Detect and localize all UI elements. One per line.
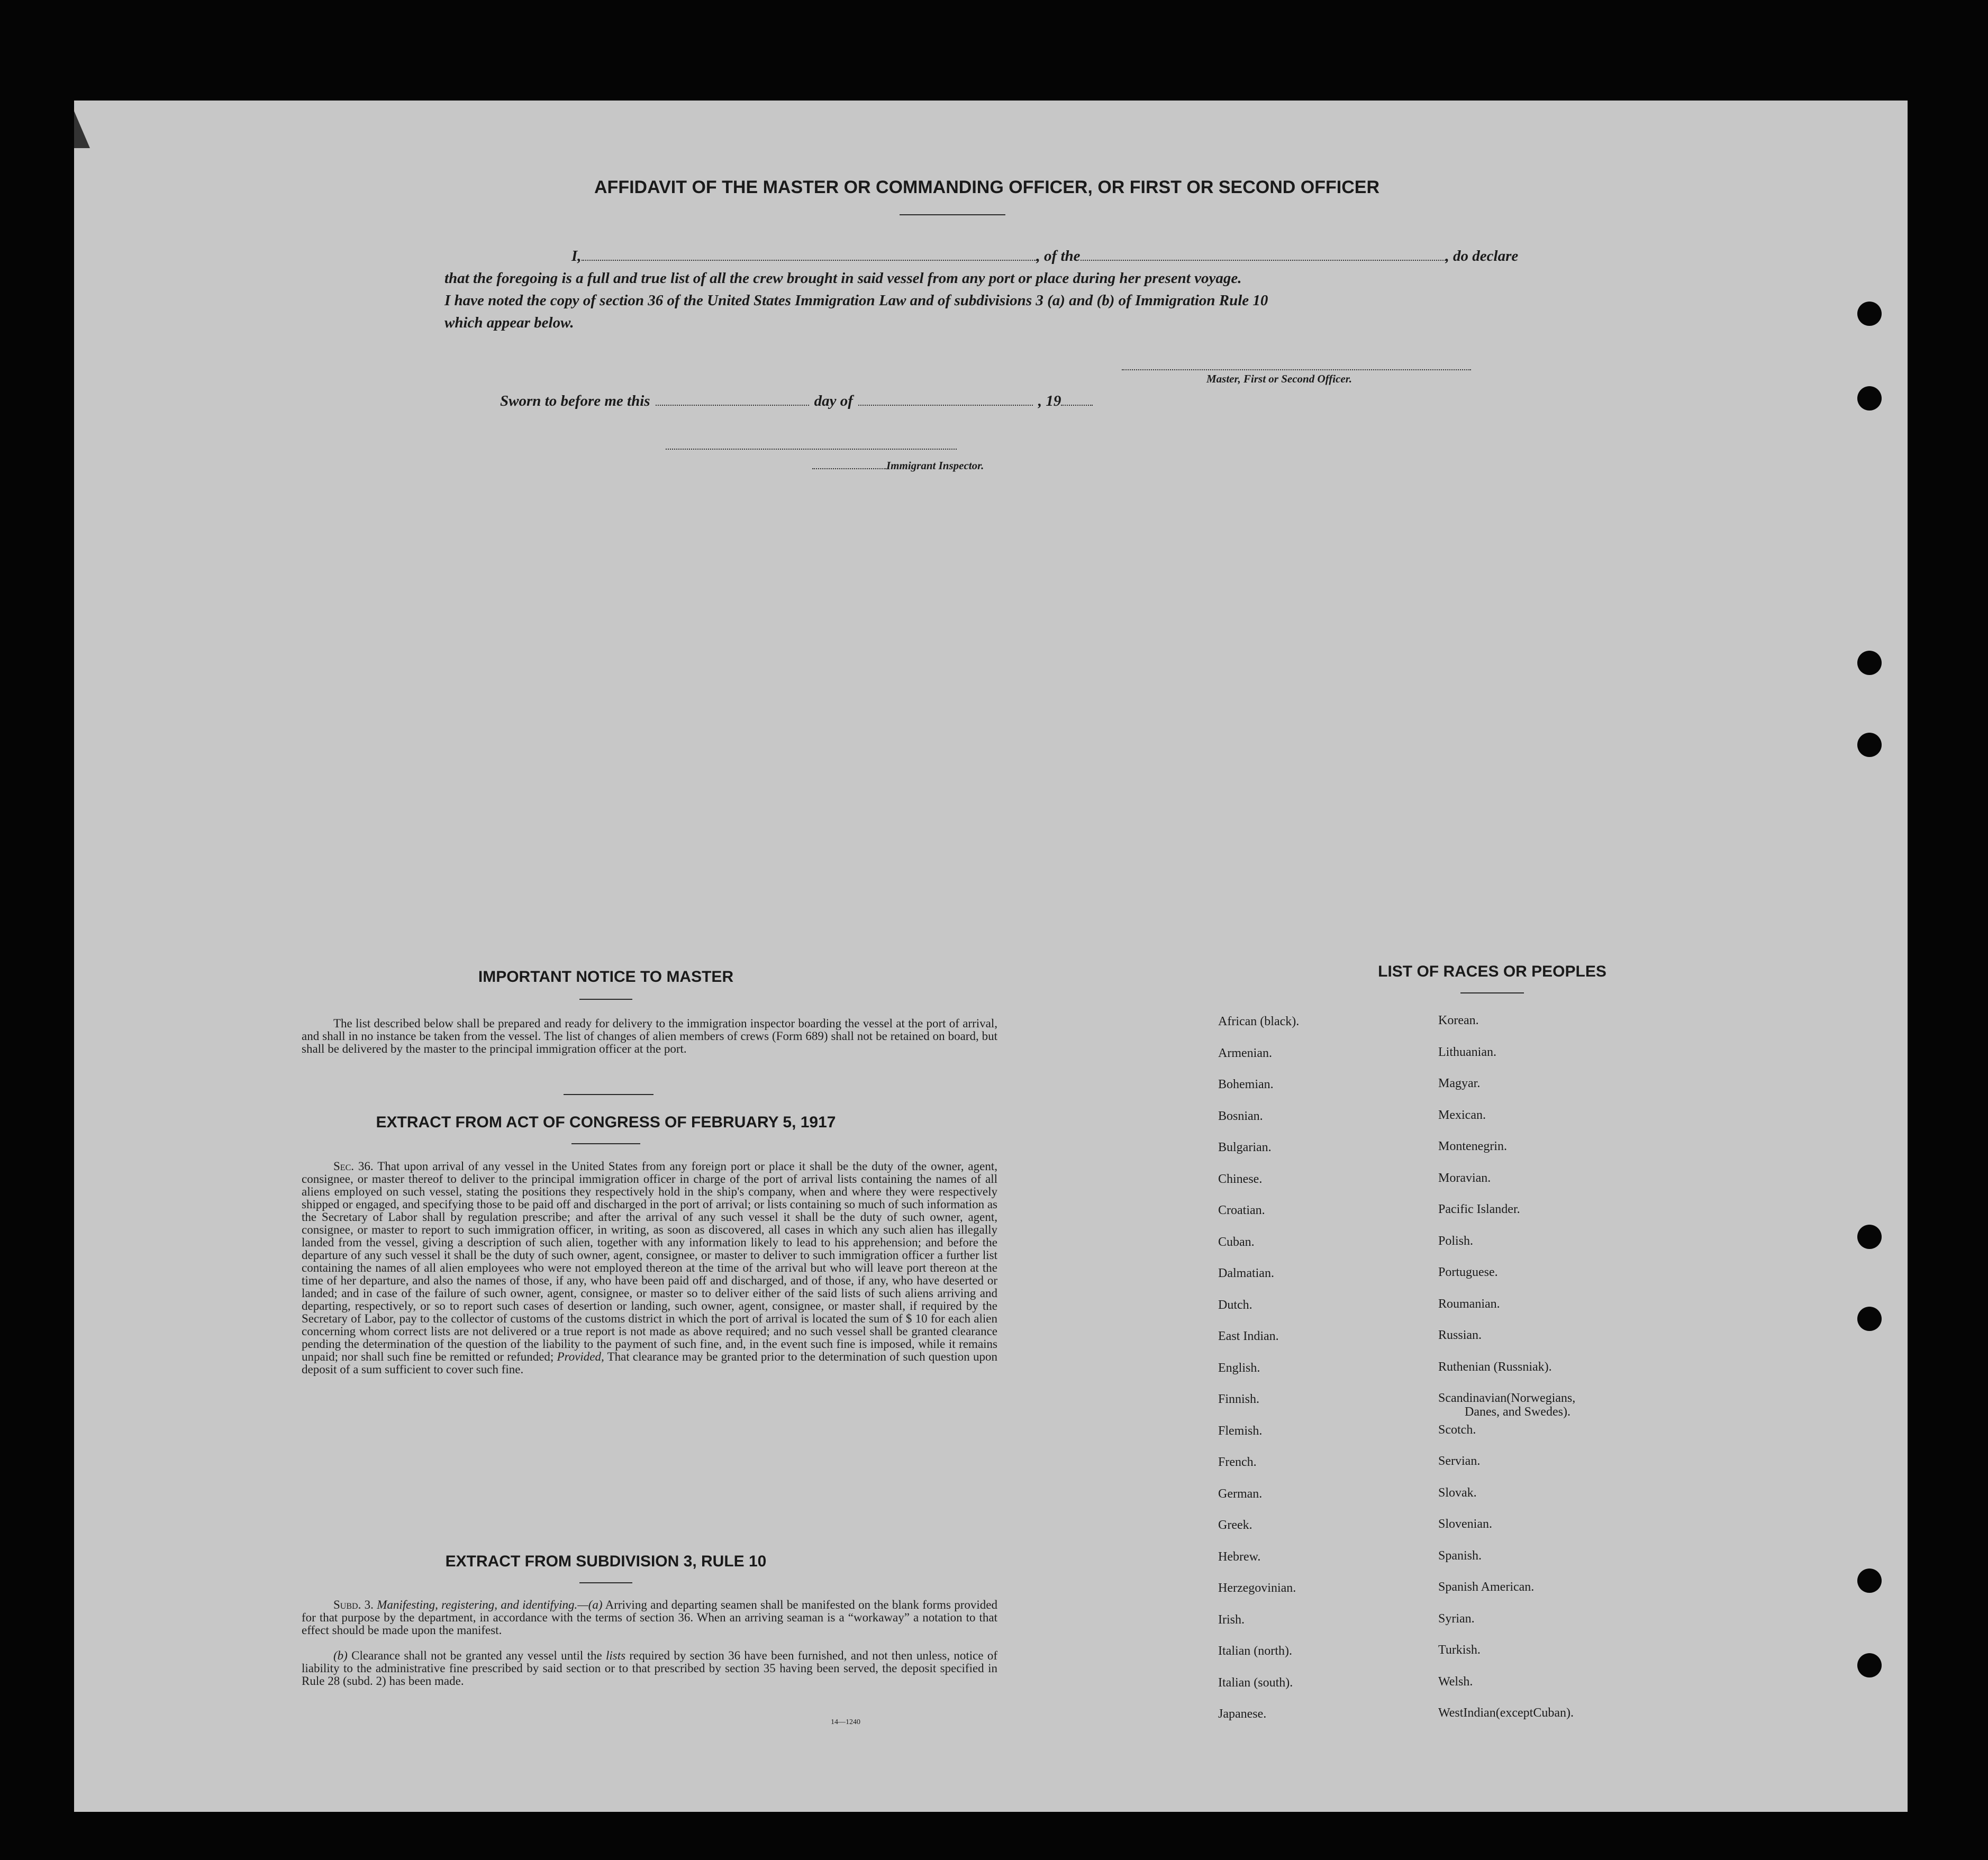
race-item bbox=[1438, 1391, 1575, 1423]
race-item: Roumanian. bbox=[1438, 1297, 1500, 1311]
rule-subd-label: Subd. 3. bbox=[333, 1598, 374, 1611]
rule-b-label: (b) bbox=[333, 1649, 348, 1662]
rule-title: EXTRACT FROM SUBDIVISION 3, RULE 10 bbox=[445, 1553, 767, 1570]
notice-text-body: The list described below shall be prepared and ready for delivery to the immigration inspector boarding the vessel at the port of arrival, and shall in no instance be taken from the vessel. The list of changes of alien members of crews (Form 689) shall not be retained on board, but shall be delivered by the master to the principal immigration officer at the port. bbox=[302, 1017, 997, 1055]
rule-para-b-text-2: required by section 36 have been furnished, and not then unless, notice of liability to the administrative fine prescribed by said section or to that prescribed by section 35 having been served, the deposit specified in Rule 28 (subd. 2) has been made. bbox=[302, 1649, 998, 1688]
sworn-month-blank[interactable] bbox=[858, 405, 1033, 406]
race-item: Turkish. bbox=[1438, 1643, 1481, 1657]
inspector-caption-row bbox=[812, 459, 984, 472]
document-page bbox=[74, 101, 1908, 1812]
races-right-column bbox=[1438, 1014, 1575, 1738]
race-item: Dalmatian. bbox=[1218, 1266, 1274, 1280]
affidavit-i: I, bbox=[571, 248, 582, 265]
sworn-day-blank[interactable] bbox=[656, 405, 809, 406]
race-item: Armenian. bbox=[1218, 1046, 1272, 1060]
punch-hole bbox=[1857, 1653, 1882, 1677]
races-title: LIST OF RACES OR PEOPLES bbox=[1378, 963, 1606, 980]
act-text bbox=[302, 1160, 997, 1376]
rule-title-rule bbox=[579, 1582, 632, 1583]
form-number: 14—1240 bbox=[831, 1718, 860, 1726]
race-item: African (black). bbox=[1218, 1015, 1300, 1028]
rule-para-b bbox=[302, 1649, 997, 1688]
notice-title-rule bbox=[579, 999, 632, 1000]
race-item: Welsh. bbox=[1438, 1674, 1473, 1689]
rule-para-a bbox=[302, 1599, 997, 1637]
punch-hole bbox=[1857, 733, 1882, 757]
rule-para-b-text-1: Clearance shall not be granted any vessel until the bbox=[351, 1649, 602, 1662]
act-section-label: Sec. 36. bbox=[333, 1160, 374, 1173]
race-item: East Indian. bbox=[1218, 1329, 1279, 1343]
race-item: Lithuanian. bbox=[1438, 1045, 1496, 1059]
punch-hole bbox=[1857, 1225, 1882, 1249]
affidavit-title-rule bbox=[900, 214, 1005, 215]
act-text-end: That clearance may be granted prior to the determination of such question upon deposit of a sum sufficient to cover such fine. bbox=[302, 1350, 997, 1376]
act-title-rule bbox=[571, 1143, 640, 1144]
sworn-year-blank[interactable] bbox=[1061, 405, 1093, 406]
race-item: Finnish. bbox=[1218, 1392, 1260, 1406]
master-caption: Master, First or Second Officer. bbox=[1206, 372, 1352, 385]
race-item: Slovak. bbox=[1438, 1485, 1477, 1500]
folded-corner bbox=[74, 111, 90, 148]
affidavit-line-1 bbox=[497, 248, 1518, 265]
race-item: Korean. bbox=[1438, 1014, 1479, 1027]
race-item: Pacific Islander. bbox=[1438, 1202, 1520, 1216]
race-item-line: Scandinavian(Norwegians, bbox=[1438, 1391, 1576, 1405]
inspector-dots bbox=[812, 468, 886, 469]
race-item: WestIndian(exceptCuban). bbox=[1438, 1706, 1574, 1720]
act-title: EXTRACT FROM ACT OF CONGRESS OF FEBRUARY 5, 1917 bbox=[376, 1114, 836, 1131]
rule-subd-heading: Manifesting, registering, and identifying.—(a) bbox=[377, 1598, 603, 1611]
punch-hole bbox=[1857, 1569, 1882, 1593]
race-item: Portuguese. bbox=[1438, 1265, 1498, 1279]
act-provided: Provided, bbox=[557, 1350, 604, 1363]
notice-title: IMPORTANT NOTICE TO MASTER bbox=[478, 968, 734, 986]
race-item: Servian. bbox=[1438, 1454, 1481, 1468]
affidavit-line-2: that the foregoing is a full and true list of all the crew brought in said vessel from any port or place during her present voyage. bbox=[444, 270, 1242, 287]
race-item: Italian (north). bbox=[1218, 1644, 1292, 1658]
race-item: Spanish American. bbox=[1438, 1580, 1535, 1594]
affidavit-line-3: I have noted the copy of section 36 of the United States Immigration Law and of subdivisions 3 (a) and (b) of Immigration Rule 10 bbox=[444, 292, 1268, 309]
affidavit-of-the: , of the bbox=[1036, 248, 1081, 265]
race-item: Dutch. bbox=[1218, 1298, 1252, 1312]
sworn-label: Sworn to before me this bbox=[500, 393, 650, 409]
affidavit-do-declare: , do declare bbox=[1445, 248, 1519, 265]
race-item: Russian. bbox=[1438, 1328, 1482, 1342]
day-of-label: day of bbox=[814, 393, 853, 409]
races-left-column bbox=[1218, 1015, 1299, 1739]
race-item: Herzegovinian. bbox=[1218, 1581, 1296, 1595]
races-title-rule bbox=[1460, 992, 1524, 993]
vessel-blank[interactable] bbox=[1081, 260, 1446, 261]
race-item: Bohemian. bbox=[1218, 1078, 1274, 1091]
race-item: German. bbox=[1218, 1487, 1263, 1501]
race-item: French. bbox=[1218, 1455, 1257, 1469]
race-item: Irish. bbox=[1218, 1612, 1245, 1627]
name-blank[interactable] bbox=[582, 260, 1037, 261]
rule-lists-word: lists bbox=[606, 1649, 626, 1662]
act-text-body: That upon arrival of any vessel in the United States from any foreign port or place it shall be the duty of the owner, agent, consignee, or master thereof to deliver to the principal immigration officer in charge of the port of arrival lists containing the names of all aliens employed on such vessel, stating the positions they respectively hold in the ship's company, when and where they were respectively shipped or engaged, and specifying those to be paid off and discharged in the port of arrival; or lists containing so much of such information as the Secretary of Labor shall by regulation prescribe; and after the arrival of any such vessel it shall be the duty of such owner, agent, consignee, or master to report to such immigration officer, in writing, as soon as discovered, all cases in which any such alien has illegally landed from the vessel, giving a description of such alien, together with any information likely to lead to his apprehension; and before the departure of any such vessel it shall be the duty of such owner, agent, consignee, or master to deliver to such immigration officer a further list containing the names of all alien employees who were not employed thereon at the time of the arrival but who will leave port thereon at the time of her departure, and also the names of those, if any, who have been paid off and discharged, and of those, if any, who have deserted or landed; and in case of the failure of such owner, agent, consignee, or master so to deliver either of the said lists of such aliens arriving and departing, respectively, or so to report such cases of desertion or landing, such owner, agent, consignee, or master shall, if required by the Secretary of Labor, pay to the collector of customs of the customs district in which the port of arrival is located the sum of $ 10 for each alien concerning whom correct lists are not delivered or a true report is not made as above required; and no such vessel shall be granted clearance pending the determination of the question of the liability to the payment of such fine, and, in the event such fine is imposed, while it remains unpaid; nor shall such fine be remitted or refunded; bbox=[302, 1160, 997, 1363]
affidavit-title: AFFIDAVIT OF THE MASTER OR COMMANDING OFFICER, OR FIRST OR SECOND OFFICER bbox=[594, 177, 1379, 197]
race-item: Japanese. bbox=[1218, 1707, 1267, 1721]
race-item: Bosnian. bbox=[1218, 1109, 1263, 1123]
race-item: Mexican. bbox=[1438, 1108, 1486, 1122]
race-item: Italian (south). bbox=[1218, 1675, 1293, 1690]
race-item: Cuban. bbox=[1218, 1235, 1255, 1249]
race-item: Croatian. bbox=[1218, 1203, 1265, 1217]
race-item: Chinese. bbox=[1218, 1172, 1263, 1186]
punch-hole bbox=[1857, 651, 1882, 675]
race-item: Greek. bbox=[1218, 1518, 1252, 1532]
rule-para-a-text: Arriving and departing seamen shall be manifested on the blank forms provided for that purpose by the department, in accordance with the terms of section 36. When an arriving seaman is a “workaway” a notation to that effect should be made upon the manifest. bbox=[302, 1598, 998, 1637]
race-item: Hebrew. bbox=[1218, 1549, 1261, 1564]
race-item: Syrian. bbox=[1438, 1611, 1475, 1626]
punch-hole bbox=[1857, 302, 1882, 326]
inspector-signature-line[interactable] bbox=[666, 449, 957, 450]
race-item: Ruthenian (Russniak). bbox=[1438, 1360, 1552, 1374]
year-label: , 19 bbox=[1038, 393, 1061, 409]
race-item: English. bbox=[1218, 1361, 1260, 1375]
affidavit-line-4: which appear below. bbox=[444, 314, 574, 331]
sworn-line bbox=[500, 393, 1093, 410]
race-item: Flemish. bbox=[1218, 1424, 1263, 1438]
race-item: Spanish. bbox=[1438, 1548, 1482, 1563]
race-item: Scotch. bbox=[1438, 1423, 1476, 1437]
race-item: Montenegrin. bbox=[1438, 1139, 1507, 1153]
notice-text bbox=[302, 1017, 997, 1055]
race-item-line: Danes, and Swedes). bbox=[1465, 1405, 1571, 1419]
notice-divider bbox=[564, 1094, 653, 1095]
race-item: Bulgarian. bbox=[1218, 1141, 1272, 1154]
race-item: Magyar. bbox=[1438, 1077, 1481, 1090]
punch-hole bbox=[1857, 1307, 1882, 1331]
race-item: Moravian. bbox=[1438, 1171, 1491, 1185]
master-signature-line[interactable] bbox=[1122, 369, 1471, 370]
inspector-caption: Immigrant Inspector. bbox=[886, 459, 984, 472]
punch-hole bbox=[1857, 386, 1882, 411]
race-item: Slovenian. bbox=[1438, 1517, 1492, 1531]
race-item: Polish. bbox=[1438, 1234, 1474, 1248]
